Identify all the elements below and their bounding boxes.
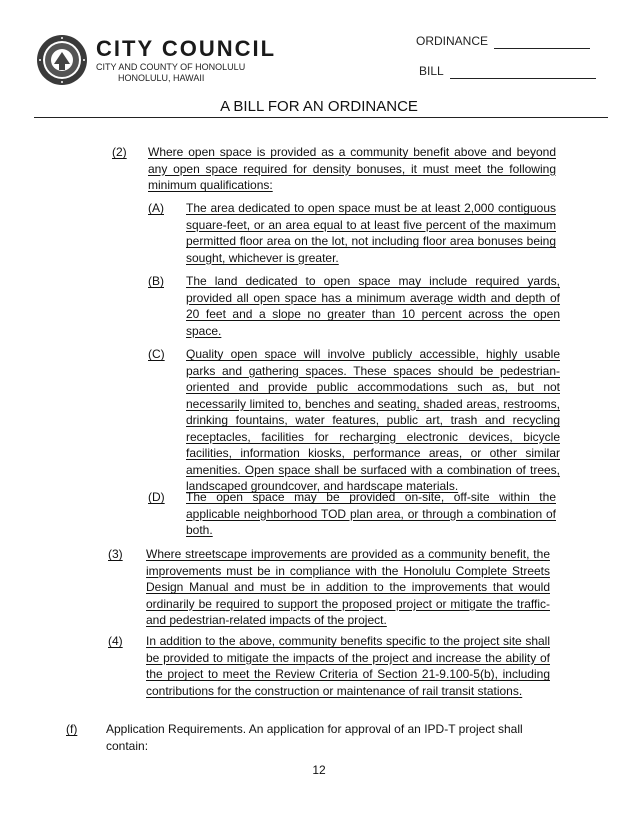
seal-icon [36,34,88,86]
item-b-text: The land dedicated to open space may include required yards, provided all open space has a minimum average width and depth of 20 feet and a slope no greater than 10 percent across the open space. [186,274,560,338]
item-a-number: (A) [148,201,164,215]
section-2-number: (2) [112,145,127,159]
header-divider [34,117,608,118]
section-4-text: In addition to the above, community benefits specific to the project site shall be provided to mitigate the impacts of the project and increase the ability of the project to meet the Review Criteria of Section 21-9.100-5(b), including contributions for the construction or maintenance of rail transit stations. [146,634,550,698]
ordinance-number-field [494,48,590,49]
bill-label: BILL [419,64,444,78]
page-number: 12 [312,763,326,777]
section-2-text: Where open space is provided as a community benefit above and beyond any open space required for density bonuses, it must meet the following minimum qualifications: [148,145,556,192]
section-3-text: Where streetscape improvements are provided as a community benefit, the improvements must be in compliance with the Honolulu Complete Streets Design Manual and must be in addition to the improvements that would ordinarily be required to support the proposed project or mitigate the traffic- and pedestrian-related impacts of the project. [146,547,550,627]
item-c-text: Quality open space will involve publicly accessible, highly usable parks and gathering spaces. These spaces should be pedestrian-oriented and provide public accommodations such as, but not necessarily limited to, benches and seating, shaded areas, restrooms, drinking fountains, water features, public art, trash and recycling receptacles, facilities for recharging electronic devices, bicycle facilities, information kiosks, performance areas, or other similar amenities. Open space shall be surfaced with a combination of trees, landscaped groundcover, and hardscape materials. [186,347,560,493]
item-b-number: (B) [148,274,164,288]
council-subtitle-line2: HONOLULU, HAWAII [118,73,205,83]
council-subtitle-line1: CITY AND COUNTY OF HONOLULU [96,62,246,72]
council-title: CITY COUNCIL [96,36,277,61]
item-d-text: The open space may be provided on-site, off-site within the applicable neighborhood TOD plan area, or through a combination of both. [186,490,556,537]
item-d-number: (D) [148,490,165,504]
section-f-number: (f) [66,722,78,736]
section-f-text: Application Requirements. An application for approval of an IPD-T project shall contain: [106,722,523,753]
item-a-text: The area dedicated to open space must be at least 2,000 contiguous square-feet, or an area equal to at least five percent of the maximum permitted floor area on the lot, not including floor area bonuses being sought, whichever is greater. [186,201,556,265]
bill-number-field [450,78,596,79]
section-3-number: (3) [108,547,123,561]
ordinance-label: ORDINANCE [416,34,489,48]
section-4-number: (4) [108,634,123,648]
item-c-number: (C) [148,347,165,361]
bill-title: A BILL FOR AN ORDINANCE [220,98,418,115]
